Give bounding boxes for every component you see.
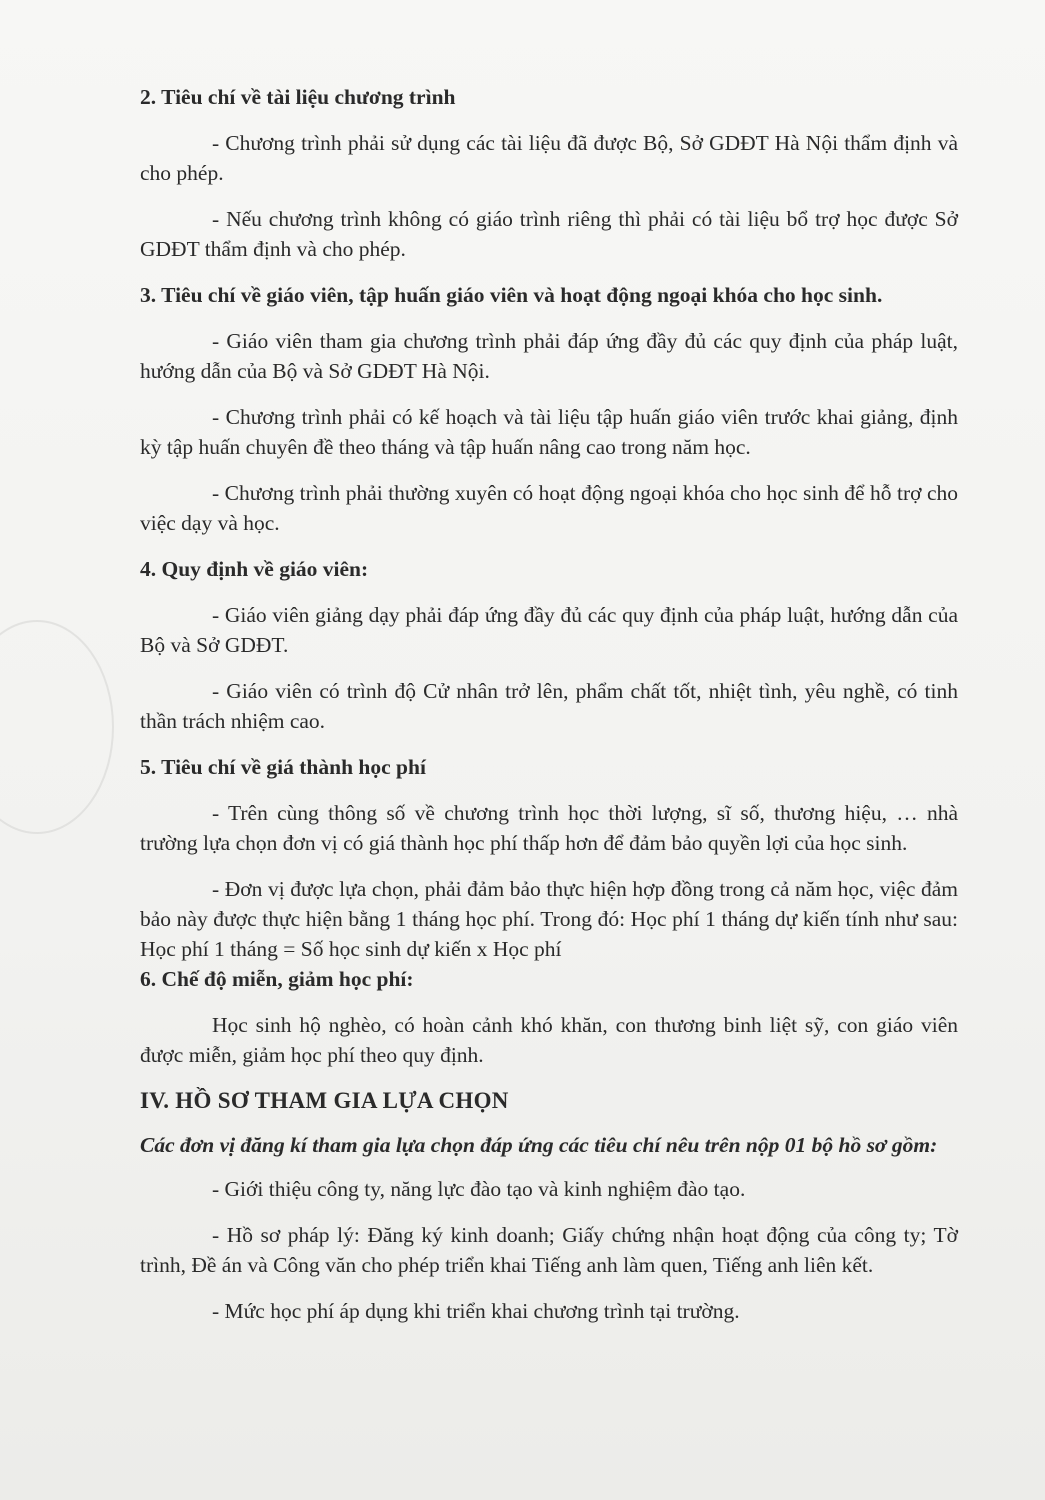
part-4-item-3: - Mức học phí áp dụng khi triển khai chương trình tại trường. xyxy=(212,1299,740,1323)
section-6-paragraph-1: Học sinh hộ nghèo, có hoàn cảnh khó khăn, con thương binh liệt sỹ, con giáo viên được miễn, giảm học phí theo quy định. xyxy=(140,1013,958,1067)
part-4-item-1: - Giới thiệu công ty, năng lực đào tạo và kinh nghiệm đào tạo. xyxy=(212,1177,746,1201)
part-4-intro: Các đơn vị đăng kí tham gia lựa chọn đáp ứng các tiêu chí nêu trên nộp 01 bộ hồ sơ gồm: xyxy=(140,1133,938,1157)
section-2-paragraph-2: - Nếu chương trình không có giáo trình riêng thì phải có tài liệu bổ trợ học được Sở GDĐT thẩm định và cho phép. xyxy=(140,207,958,261)
part-4-title: IV. HỒ SƠ THAM GIA LỰA CHỌN xyxy=(140,1088,509,1113)
section-5-heading: 5. Tiêu chí về giá thành học phí xyxy=(140,755,426,779)
section-2-heading: 2. Tiêu chí về tài liệu chương trình xyxy=(140,85,456,109)
section-6-heading: 6. Chế độ miễn, giảm học phí: xyxy=(140,967,414,991)
section-3-paragraph-2: - Chương trình phải có kế hoạch và tài liệu tập huấn giáo viên trước khai giảng, định kỳ tập huấn chuyên đề theo tháng và tập huấn nâng cao trong năm học. xyxy=(140,405,958,459)
document-body xyxy=(140,82,958,1342)
section-5-paragraph-2: - Đơn vị được lựa chọn, phải đảm bảo thực hiện hợp đồng trong cả năm học, việc đảm bảo này được thực hiện bằng 1 tháng học phí. Trong đó: Học phí 1 tháng dự kiến tính như sau: Học phí 1 tháng = Số học sinh dự kiến x Học phí xyxy=(140,877,958,961)
section-5-paragraph-1: - Trên cùng thông số về chương trình học thời lượng, sĩ số, thương hiệu, … nhà trường lựa chọn đơn vị có giá thành học phí thấp hơn để đảm bảo quyền lợi của học sinh. xyxy=(140,801,958,855)
section-3-paragraph-1: - Giáo viên tham gia chương trình phải đáp ứng đầy đủ các quy định của pháp luật, hướng dẫn của Bộ và Sở GDĐT Hà Nội. xyxy=(140,329,958,383)
section-2-paragraph-1: - Chương trình phải sử dụng các tài liệu đã được Bộ, Sở GDĐT Hà Nội thẩm định và cho phép. xyxy=(140,131,958,185)
section-3-paragraph-3: - Chương trình phải thường xuyên có hoạt động ngoại khóa cho học sinh để hỗ trợ cho việc dạy và học. xyxy=(140,481,958,535)
section-4-paragraph-1: - Giáo viên giảng dạy phải đáp ứng đầy đủ các quy định của pháp luật, hướng dẫn của Bộ và Sở GDĐT. xyxy=(140,603,958,657)
faded-stamp xyxy=(0,620,114,834)
section-4-paragraph-2: - Giáo viên có trình độ Cử nhân trở lên, phẩm chất tốt, nhiệt tình, yêu nghề, có tinh thần trách nhiệm cao. xyxy=(140,679,958,733)
section-3-heading: 3. Tiêu chí về giáo viên, tập huấn giáo viên và hoạt động ngoại khóa cho học sinh. xyxy=(140,283,883,307)
part-4-item-2: - Hồ sơ pháp lý: Đăng ký kinh doanh; Giấy chứng nhận hoạt động của công ty; Tờ trình, Đề án và Công văn cho phép triển khai Tiếng anh làm quen, Tiếng anh liên kết. xyxy=(140,1223,958,1277)
section-4-heading: 4. Quy định về giáo viên: xyxy=(140,557,369,581)
